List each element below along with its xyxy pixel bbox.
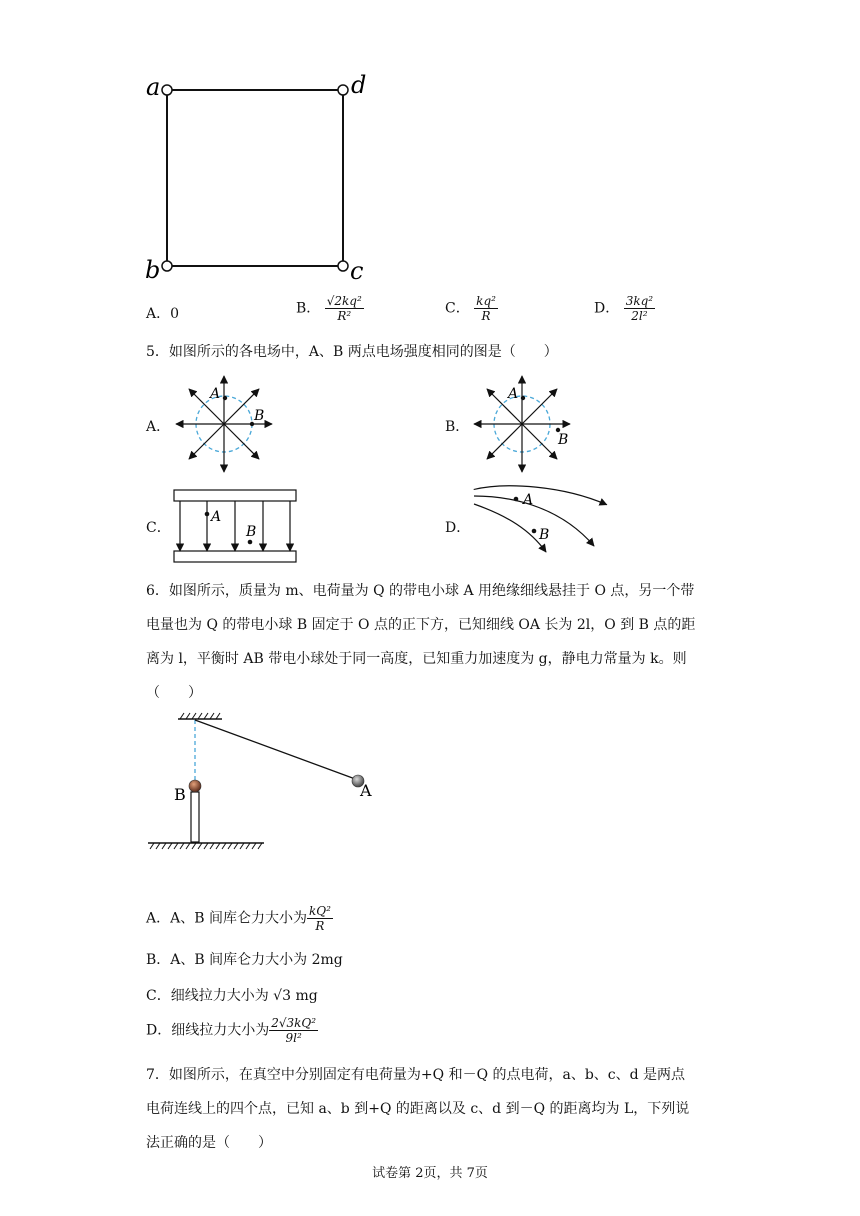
q5-option-c-label: C． [146, 520, 171, 536]
label-c: c [350, 257, 364, 285]
label-d: d [351, 71, 367, 99]
fraction: $\frac{\text{√2kq²}}{\text{R²}}$ [326, 294, 362, 323]
charge-b [162, 261, 172, 271]
point-a: A [523, 492, 534, 508]
option-value: 0 [170, 306, 180, 322]
q6-stem [146, 574, 695, 710]
ball-a-label: A [360, 781, 372, 800]
charge-d [338, 85, 348, 95]
q6-figure [144, 710, 384, 855]
q6-option-a: A．A、B 间库仑力大小为 $\frac{\text{kQ²}}{R}$ [146, 904, 331, 933]
charge-a [162, 85, 172, 95]
option-letter: B． [296, 300, 321, 317]
q6-line-4: （ ） [146, 685, 202, 701]
q6-line-1: 6．如图所示，质量为 m、电荷量为 Q 的带电小球 A 用绝缘细线悬挂于 O 点，另一个带 [146, 583, 695, 599]
fraction: $\frac{\text{kq²}}{R}$ [476, 294, 496, 323]
q7-line-3: 法正确的是（ ） [146, 1135, 272, 1151]
q6-option-b: B．A、B 间库仑力大小为 2mg [146, 952, 343, 968]
q6-option-c: C．细线拉力大小为 √3 mg [146, 988, 318, 1004]
point-b: B [539, 527, 550, 543]
point-b: B [254, 408, 265, 424]
q7-line-1: 7．如图所示，在真空中分别固定有电荷量为+Q 和－Q 的点电荷，a、b、c、d 是两点 [146, 1067, 686, 1083]
q6-line-3: 离为 l，平衡时 AB 带电小球处于同一高度，已知重力加速度为 g，静电力常量为 k。则 [146, 651, 687, 667]
option-letter: C． [445, 300, 470, 317]
q4-option-d [594, 294, 655, 323]
q7-stem [146, 1058, 689, 1160]
option-letter: D． [594, 300, 620, 317]
q6-line-2: 电量也为 Q 的带电小球 B 固定于 O 点的正下方，已知细线 OA 长为 2l，O 到 B 点的距 [146, 617, 696, 633]
q4-option-b [296, 294, 364, 323]
charge-c [338, 261, 348, 271]
q4-option-a [146, 304, 179, 324]
option-letter: A． [146, 306, 171, 322]
q7-line-2: 电荷连线上的四个点，已知 a、b 到+Q 的距离以及 c、d 到－Q 的距离均为 L，下列说 [146, 1101, 690, 1117]
q5-figure-a [172, 372, 276, 476]
q5-figure-d [468, 480, 608, 555]
q5-option-b-label: B． [445, 419, 470, 435]
fraction: $\frac{\text{2√3kQ²}}{\text{9l²}}$ [271, 1016, 317, 1045]
label-b: b [145, 256, 161, 284]
q5-option-a-label: A． [146, 419, 171, 435]
fraction: $\frac{\text{kQ²}}{R}$ [308, 904, 331, 933]
point-b: B [558, 432, 569, 448]
point-b: B [246, 524, 257, 540]
square-figure [140, 68, 380, 288]
q5-figure-c [170, 486, 300, 568]
point-a: A [508, 386, 519, 402]
q4-option-c [445, 294, 498, 323]
fraction: $\frac{\text{3kq²}}{\text{2l²}}$ [625, 294, 654, 323]
point-a: A [210, 386, 221, 402]
point-a: A [211, 509, 222, 525]
label-a: a [146, 73, 161, 101]
q5-stem: 5．如图所示的各电场中，A、B 两点电场强度相同的图是（ ） [146, 344, 558, 360]
q5-option-d-label: D． [445, 520, 471, 536]
page-footer: 试卷第 2页，共 7页 [372, 1166, 488, 1181]
q6-option-d: D．细线拉力大小为 $\frac{\text{2√3kQ²}}{\text{9l²}}$ [146, 1016, 317, 1045]
q5-figure-b [470, 372, 574, 476]
ball-b-label: B [174, 785, 186, 804]
